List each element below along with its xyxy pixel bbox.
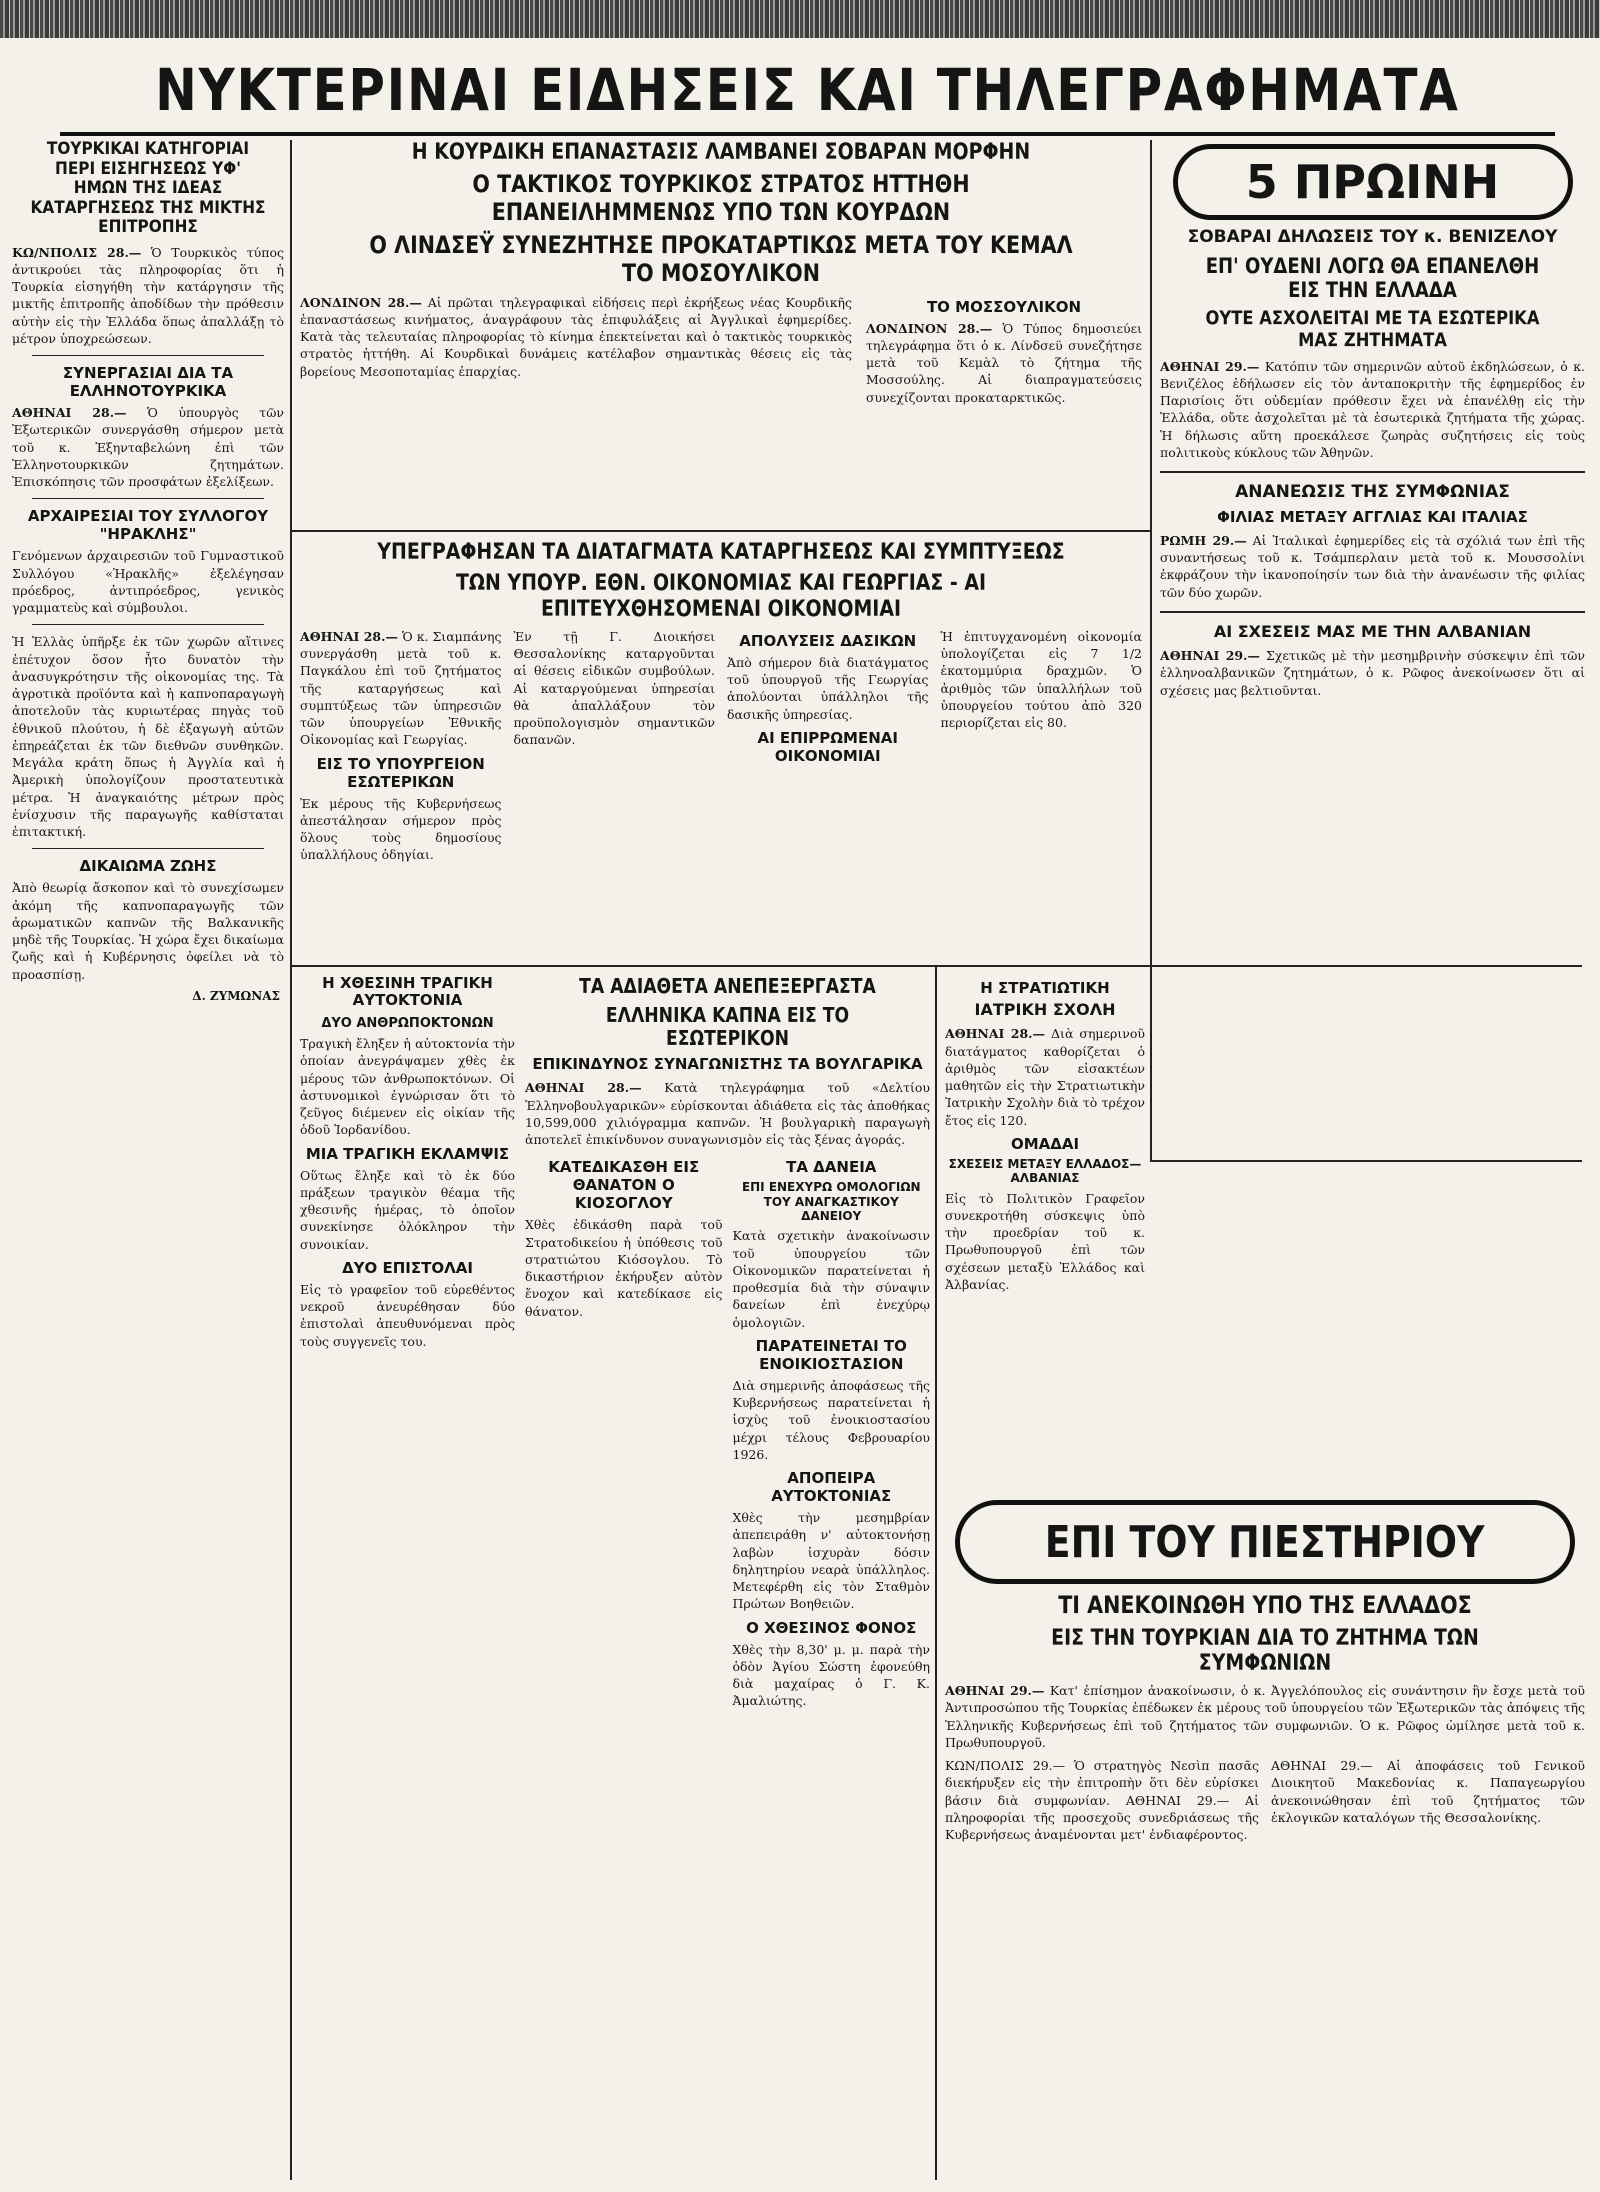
- edition-label: 5 ΠΡΩΙΝΗ: [1245, 155, 1500, 209]
- article-subheadline: ΕΠΙΚΙΝΔΥΝΟΣ ΣΥΝΑΓΩΝΙΣΤΗΣ ΤΑ ΒΟΥΛΓΑΡΙΚΑ: [532, 1055, 923, 1073]
- article-body: Ἀπὸ σήμερον διὰ διατάγματος τοῦ ὑπουργοῦ τῆς Γεωργίας ἀπολύονται ὑπάλληλοι τῆς δασικῆς ὑπηρεσίας.: [727, 654, 929, 722]
- article-body: Ἡ Ἑλλὰς ὑπῆρξε ἐκ τῶν χωρῶν αἵτινες ἐπέτυχον ὅσον ἦτο δυνατὸν τὴν ἀνασυγκρότησιν τῆς οἰκονομίας της. Τὰ ἀγροτικὰ προϊόντα καὶ ἡ καπνοπαραγωγὴ ἀποτελοῦν τὰς κυριωτέρας πηγὰς τοῦ ἐθνικοῦ πλούτου, ἡ δὲ ἐξαγωγὴ αὐτῶν ἐπηρεάζεται ἐκ τῶν διεθνῶν συνθηκῶν. Μεγάλα κράτη ὅπως ἡ Ἀγγλία καὶ ἡ Ἀμερικὴ ὑπολογίζουν προστατευτικὰ μέτρα. Ἡ ἀναγκαιότης μέτρων πρὸς ἐνίσχυσιν τῆς παραγωγῆς καθίσταται ἐπιτακτική.: [12, 634, 284, 840]
- section-headline: ΑΠΟΠΕΙΡΑ ΑΥΤΟΚΤΟΝΙΑΣ: [771, 1469, 892, 1506]
- article-body: Τραγικὴ ἔληξεν ἡ αὐτοκτονία τὴν ὁποίαν ἀνεγράψαμεν χθὲς ἐκ μέρους τῶν ἀνθρωποκτόνων. Οἱ ἀστυνομικοὶ ἐγνώρισαν ὅτι τὸ ζεῦγος διέμενεν εἰς οἰκίαν τῆς ὁδοῦ Ἰορδανίδου.: [300, 1036, 515, 1138]
- column-rule: [935, 967, 937, 2180]
- lead-kicker: Η ΚΟΥΡΔΙΚΗ ΕΠΑΝΑΣΤΑΣΙΣ ΛΑΜΒΑΝΕΙ ΣΟΒΑΡΑΝ ΜΟΡΦΗΝ: [411, 140, 1031, 165]
- article-body: ΑΘΗΝΑΙ 29.— Αἱ ἀποφάσεις τοῦ Γενικοῦ Διοικητοῦ Μακεδονίας κ. Παπαγεωργίου ἀνεκοινώθησαν ἐπὶ τοῦ ζητήματος τῶν ἐκλογικῶν καταλόγων τῆς Θεσσαλονίκης.: [1271, 1758, 1585, 1825]
- article-headline: ΤΟΥΡΚΙΚΑΙ ΚΑΤΗΓΟΡΙΑΙ ΠΕΡΙ ΕΙΣΗΓΗΣΕΩΣ ΥΦ' ΗΜΩΝ ΤΗΣ ΙΔΕΑΣ ΚΑΤΑΡΓΗΣΕΩΣ ΤΗΣ ΜΙΚΤΗΣ ΕΠΙΤΡΟΠΗΣ: [30, 140, 266, 238]
- divider: [1160, 611, 1585, 613]
- article-body: Αἱ Ἰταλικαὶ ἐφημερίδες εἰς τὰ σχόλιά των ἐπὶ τῆς συναντήσεως τοῦ κ. Τσάμπερλαιν μετὰ τοῦ κ. Μουσσολίνι ἐκφράζουν τὴν ἱκανοποίησίν των διὰ τὴν ἀνανέωσιν τῆς φιλίας τῶν δύο χωρῶν.: [1160, 532, 1585, 600]
- article-headline: ΤΑ ΑΔΙΑΘΕΤΑ ΑΝΕΠΕΞΕΡΓΑΣΤΑ: [579, 975, 876, 998]
- article-body: ΚΩΝ/ΠΟΛΙΣ 29.— Ὁ στρατηγὸς Νεσὶπ πασᾶς διεκήρυξεν εἰς τὴν ἐπιτροπὴν ὅτι δὲν εὑρίσκει βάσιν διὰ συμφωνίαν. ΑΘΗΝΑΙ 29.— Αἱ πληροφορίαι τῆς προσεχοῦς συνεδριάσεως τῆς Κυβερνήσεως ἀναμένονται μετ' ἐνδιαφέροντος.: [945, 1758, 1259, 1843]
- dateline: ΑΘΗΝΑΙ 28.—: [945, 1026, 1046, 1042]
- article-body: Χθὲς τὴν 8,30' μ. μ. παρὰ τὴν ὁδὸν Ἀγίου Σώστη ἐφονεύθη διὰ μαχαίρας ὁ Γ. Κ. Ἀμαλιώτης.: [732, 1641, 930, 1709]
- divider: [32, 498, 264, 499]
- medical-school-story: [945, 975, 1145, 1535]
- column-rule: [1150, 140, 1152, 1160]
- article-body: Ἡ ἐπιτυγχανομένη οἰκονομία ὑπολογίζεται εἰς 7 1/2 ἑκατομμύρια δραχμῶν. Ὁ ἀριθμὸς τῶν ὑπαλλήλων τοῦ ὑπουργείου τούτου ἀπὸ 320 περιορίζεται εἰς 80.: [940, 628, 1142, 731]
- article-headline: ΑΝΑΝΕΩΣΙΣ ΤΗΣ ΣΥΜΦΩΝΙΑΣ: [1235, 482, 1510, 503]
- article-subheadline: ΕΠ' ΟΥΔΕΝΙ ΛΟΓΩ ΘΑ ΕΠΑΝΕΛΘΗ ΕΙΣ ΤΗΝ ΕΛΛΑΔΑ: [1205, 253, 1540, 302]
- article-headline: ΑΡΧΑΙΡΕΣΙΑΙ ΤΟΥ ΣΥΛΛΟΓΟΥ "ΗΡΑΚΛΗΣ": [27, 507, 269, 544]
- divider: [32, 624, 264, 625]
- dateline: ΛΟΝΔΙΝΟΝ 28.—: [866, 320, 993, 336]
- article-body: Διὰ σημερινοῦ διατάγματος καθορίζεται ὁ ἀριθμὸς τῶν εἰσακτέων μαθητῶν εἰς τὴν Στρατιωτικὴν Ἰατρικὴν Σχολὴν διὰ τὸ τρέχον ἔτος εἰς 120.: [945, 1026, 1145, 1128]
- article-body: Αἱ πρῶται τηλεγραφικαὶ εἰδήσεις περὶ ἐκρήξεως νέας Κουρδικῆς ἐπαναστάσεως κινήματος, ἀναγράφουν τὰς ἐπιφυλάξεις αἱ Ἀγγλικαὶ ἐφημερίδες. Κατὰ τὰς τελευταίας πληροφορίας τὸ κίνημα ἐπεκτείνεται καὶ ὁ τακτικὸς τουρκικὸς στρατὸς ἡττήθη. Αἱ Κουρδικαὶ δυνάμεις κατέλαβον σημαντικὰς θέσεις εἰς τὰς βορείους Μεσοποταμίας ἐπαρχίας.: [300, 294, 853, 379]
- article-body: Ὁ ὑπουργὸς τῶν Ἐξωτερικῶν συνεργάσθη σήμερον μετὰ τοῦ κ. Ἐξηνταβελώνη ἐπὶ τῶν Ἑλληνοτουρκικῶν ζητημάτων. Ἐπισκόπησις τῶν προσφάτων ἐξελίξεων.: [12, 405, 284, 490]
- article-headline: ΔΙΚΑΙΩΜΑ ΖΩΗΣ: [79, 857, 217, 876]
- article-body: Χθὲς ἐδικάσθη παρὰ τοῦ Στρατοδικείου ἡ ὑπόθεσις τοῦ στρατιώτου Κιόσογλου. Τὸ δικαστήριον ἐκήρυξεν αὐτὸν ἔνοχον καὶ κατεδίκασε εἰς θάνατον.: [525, 1217, 723, 1319]
- article-body: Διὰ σημερινῆς ἀποφάσεως τῆς Κυβερνήσεως παρατείνεται ἡ ἰσχὺς τοῦ ἐνοικιοστασίου μέχρι τέλους Φεβρουαρίου 1926.: [732, 1377, 930, 1462]
- article-subheadline: ΕΛΛΗΝΙΚΑ ΚΑΠΝΑ ΕΙΣ ΤΟ ΕΣΩΤΕΡΙΚΟΝ: [605, 1003, 850, 1050]
- article-body: Κατὰ τηλεγράφημα τοῦ «Δελτίου Ἐλληνοβουλγαρικῶν» εὑρίσκονται ἀδιάθετα εἰς τὰς ἀποθήκας 10,599,000 χιλιόγραμμα καπνῶν. Ἡ βουλγαρικὴ παραγωγὴ ἀποτελεῖ ἐπικίνδυνον συναγωνισμὸν εἰς τὰς ξένας ἀγοράς.: [525, 1080, 930, 1147]
- dateline: ΑΘΗΝΑΙ 28.—: [300, 628, 398, 644]
- section-subheadline: ΣΧΕΣΕΙΣ ΜΕΤΑΞΥ ΕΛΛΑΔΟΣ—ΑΛΒΑΝΙΑΣ: [948, 1156, 1142, 1186]
- article-body: Σχετικῶς μὲ τὴν μεσημβρινὴν σύσκεψιν ἐπὶ τῶν ἑλληνοαλβανικῶν ζητημάτων, ὁ κ. Ρῶφος ἀνεκοίνωσεν ὅτι αἱ σχέσεις μας βελτιοῦνται.: [1160, 648, 1585, 698]
- article-body: Κατ' ἐπίσημον ἀνακοίνωσιν, ὁ κ. Ἀγγελόπουλος εἰς συνάντησιν ἣν ἔσχε μετὰ τοῦ Ἀντιπροσώπου τῆς Τουρκίας ἐπέδωκεν ἐκ μέρους τοῦ ὑπουργείου τῶν Ἐξωτερικῶν τὰς ἀπόψεις τῆς Ἑλληνικῆς Κυβερνήσεως ἐπὶ τοῦ ζητήματος τῶν συμφωνιῶν. Ὁ κ. Ρῶφος ὡμίλησε μετὰ τοῦ κ. Πρωθυπουργοῦ.: [945, 1683, 1585, 1750]
- article-headline: ΤΟ ΜΟΣΣΟΥΛΙΚΟΝ: [926, 297, 1082, 316]
- banner-title: ΝΥΚΤΕΡΙΝΑΙ ΕΙΔΗΣΕΙΣ ΚΑΙ ΤΗΛΕΓΡΑΦΗΜΑΤΑ: [155, 56, 1460, 124]
- article-body: Ὁ Τουρκικὸς τύπος ἀντικρούει τὰς πληροφορίας ὅτι ἡ Τουρκία εἰσηγήθη τὴν κατάργησιν τῆς μικτῆς ἐπιτροπῆς ἀποδίδων τὴν πρόθεσιν αὐτὴν εἰς τὴν Ἑλλάδα ὅπως ἀπαλλάξῃ τὸ μέτρον ὑποχρεώσεων.: [12, 244, 284, 346]
- article-subheadline: ΟΥΤΕ ΑΣΧΟΛΕΙΤΑΙ ΜΕ ΤΑ ΕΣΩΤΕΡΙΚΑ ΜΑΣ ΖΗΤΗΜΑΤΑ: [1205, 306, 1540, 351]
- article-body: Ἐν τῇ Γ. Διοικήσει Θεσσαλονίκης καταργοῦνται αἱ θέσεις εἰδικῶν συμβούλων. Αἱ καταργούμεναι ὑπηρεσίαι θὰ ἀπαλλάξουν τὸν προϋπολογισμὸν σημαντικῶν δαπανῶν.: [513, 628, 715, 748]
- article-body: Γενόμενων ἀρχαιρεσιῶν τοῦ Γυμναστικοῦ Συλλόγου «Ἡρακλῆς» ἐξελέγησαν πρόεδρος, ἀντιπρόεδρος, γενικὸς γραμματεὺς καὶ σύμβουλοι.: [12, 548, 284, 616]
- dateline: ΛΟΝΔΙΝΟΝ 28.—: [300, 294, 422, 310]
- press-story: [945, 1500, 1585, 2180]
- dateline: ΑΘΗΝΑΙ 29.—: [1160, 358, 1260, 374]
- top-border-strip: [0, 0, 1600, 38]
- article-headline: ΤΙ ΑΝΕΚΟΙΝΩΘΗ ΥΠΟ ΤΗΣ ΕΛΛΑΔΟΣ: [1058, 1591, 1472, 1619]
- section-rule: [292, 530, 1150, 532]
- divider: [32, 848, 264, 849]
- article-body: Ὁ Τύπος δημοσιεύει τηλεγράφημα ὅτι ὁ κ. Λίνδσεϋ συνεζήτησε μετὰ τοῦ Κεμὰλ τὸ ζήτημα τῆς Μοσσούλης. Αἱ διαπραγματεύσεις συνεχίζονται προκαταρκτικῶς.: [866, 320, 1142, 405]
- article-body: Εἰς τὸ Πολιτικὸν Γραφεῖον συνεκροτήθη σύσκεψις ὑπὸ τὴν προεδρίαν τοῦ κ. Πρωθυπουργοῦ ἐπὶ τῶν σχέσεων μεταξὺ Ἑλλάδος καὶ Ἀλβανίας.: [945, 1190, 1145, 1292]
- article-headline: Η ΣΤΡΑΤΙΩΤΙΚΗ: [980, 979, 1110, 997]
- dateline: ΑΘΗΝΑΙ 29.—: [945, 1683, 1045, 1699]
- article-headline: ΣΟΒΑΡΑΙ ΔΗΛΩΣΕΙΣ ΤΟΥ κ. ΒΕΝΙΖΕΛΟΥ: [1187, 227, 1558, 247]
- article-headline: ΑΙ ΣΧΕΣΕΙΣ ΜΑΣ ΜΕ ΤΗΝ ΑΛΒΑΝΙΑΝ: [1213, 621, 1532, 641]
- section-headline: ΔΥΟ ΕΠΙΣΤΟΛΑΙ: [342, 1258, 473, 1277]
- decrees-story: [300, 540, 1142, 960]
- article-body: Ἀπὸ θεωρίᾳ ἄσκοπον καὶ τὸ συνεχίσωμεν ἀκόμη τῆς καπνοπαραγωγῆς τῶν ἀρωματικῶν καπνῶν τῆς Βαλκανικῆς μηδὲ τῆς Τουρκίας. Ἡ χώρα ἔχει δικαίωμα ζωῆς καὶ ἡ Κυβέρνησις ὀφείλει νὰ τὸ προασπίσῃ.: [12, 880, 284, 982]
- masthead-banner: [60, 48, 1555, 136]
- left-column: [12, 140, 284, 2180]
- section-headline: ΟΜΑΔΑΙ: [1010, 1134, 1080, 1153]
- section-headline: ΜΙΑ ΤΡΑΓΙΚΗ ΕΚΛΑΜΨΙΣ: [305, 1144, 510, 1163]
- lead-subheadline: Ο ΛΙΝΔΣΕΫ ΣΥΝΕΖΗΤΗΣΕ ΠΡΟΚΑΤΑΡΤΙΚΩΣ ΜΕΤΑ ΤΟΥ ΚΕΜΑΛ ΤΟ ΜΟΣΟΥΛΙΚΟΝ: [369, 231, 1073, 288]
- lead-story: [300, 140, 1142, 525]
- section-headline: ΑΙ ΕΠΙΡΡΩΜΕΝΑΙ ΟΙΚΟΝΟΜΙΑΙ: [757, 728, 898, 765]
- dateline: ΑΘΗΝΑΙ 28.—: [525, 1080, 642, 1096]
- right-column: [1160, 140, 1585, 1155]
- article-body: Κατὰ σχετικὴν ἀνακοίνωσιν τοῦ ὑπουργείου τῶν Οἰκονομικῶν παρατείνεται ἡ προθεσμία διὰ τὴν σύναψιν δανείων ἐπὶ ἐνεχύρῳ ὁμολογιῶν.: [732, 1228, 930, 1330]
- section-headline: ΚΑΤΕΔΙΚΑΣΘΗ ΕΙΣ ΘΑΝΑΤΟΝ Ο ΚΙΟΣΟΓΛΟΥ: [548, 1158, 700, 1213]
- article-subheadline: ΕΙΣ ΤΗΝ ΤΟΥΡΚΙΑΝ ΔΙΑ ΤΟ ΖΗΤΗΜΑ ΤΩΝ ΣΥΜΦΩΝΙΩΝ: [1051, 1625, 1479, 1676]
- press-label: ΕΠΙ ΤΟΥ ΠΙΕΣΤΗΡΙΟΥ: [1045, 1516, 1485, 1568]
- divider: [1160, 471, 1585, 473]
- article-subheadline: ΙΑΤΡΙΚΗ ΣΧΟΛΗ: [974, 1000, 1116, 1019]
- article-subheadline: ΔΥΟ ΑΝΘΡΩΠΟΚΤΟΝΩΝ: [321, 1015, 494, 1031]
- section-subheadline: ΕΠΙ ΕΝΕΧΥΡΩ ΟΜΟΛΟΓΙΩΝ ΤΟΥ ΑΝΑΓΚΑΣΤΙΚΟΥ ΔΑΝΕΙΟΥ: [741, 1180, 921, 1224]
- author-signature: Δ. ΖΥΜΩΝΑΣ: [192, 988, 280, 1003]
- article-body: Ἐκ μέρους τῆς Κυβερνήσεως ἀπεστάλησαν σήμερον πρὸς ὅλους τοὺς δημοσίους ὑπαλλήλους ὁδηγίαι.: [300, 795, 502, 863]
- article-body: Χθὲς τὴν μεσημβρίαν ἀπεπειράθη ν' αὐτοκτονήσῃ λαβὼν ἰσχυρὰν δόσιν δηλητηρίου νεαρὰ ὑπάλληλος. Μετεφέρθη εἰς τὸν Σταθμὸν Πρώτων Βοηθειῶν.: [732, 1510, 930, 1612]
- dateline: ΚΩ/ΝΠΟΛΙΣ 28.—: [12, 244, 142, 260]
- article-headline: ΣΥΝΕΡΓΑΣΙΑΙ ΔΙΑ ΤΑ ΕΛΛΗΝΟΤΟΥΡΚΙΚΑ: [62, 364, 234, 401]
- divider: [32, 355, 264, 356]
- section-headline: ΤΑ ΔΑΝΕΙΑ: [786, 1158, 877, 1177]
- article-body: Κατόπιν τῶν σημερινῶν αὐτοῦ ἐκδηλώσεων, ὁ κ. Βενιζέλος ἐδήλωσεν εἰς τὸν ἀνταποκριτὴν τῆς ἐφημερίδος ἐν Παρισίοις ὅτι οὐδεμίαν πρόθεσιν ἔχει νὰ ἐπανέλθῃ εἰς τὴν Ἑλλάδα, οὔτε ἀσχολεῖται μὲ τὰ ἐσωτερικὰ ζητήματα τῆς χώρας. Ἡ δήλωσις αὕτη προεκάλεσε ζωηρὰς συζητήσεις εἰς τοὺς πολιτικοὺς κύκλους τῶν Ἀθηνῶν.: [1160, 358, 1585, 460]
- article-headline: Η ΧΘΕΣΙΝΗ ΤΡΑΓΙΚΗ ΑΥΤΟΚΤΟΝΙΑ: [322, 975, 493, 1010]
- article-headline: ΥΠΕΓΡΑΦΗΣΑΝ ΤΑ ΔΙΑΤΑΓΜΑΤΑ ΚΑΤΑΡΓΗΣΕΩΣ ΚΑΙ ΣΥΜΠΤΥΞΕΩΣ: [377, 540, 1065, 565]
- article-body: Εἰς τὸ γραφεῖον τοῦ εὑρεθέντος νεκροῦ ἀνευρέθησαν δύο ἐπιστολαὶ ἀπευθυνόμεναι πρὸς τοὺς συγγενεῖς του.: [300, 1281, 515, 1349]
- lead-headline: Ο ΤΑΚΤΙΚΟΣ ΤΟΥΡΚΙΚΟΣ ΣΤΡΑΤΟΣ ΗΤΤΗΘΗ ΕΠΑΝΕΙΛΗΜΜΕΝΩΣ ΥΠΟ ΤΩΝ ΚΟΥΡΔΩΝ: [472, 170, 970, 226]
- article-subheadline: ΦΙΛΙΑΣ ΜΕΤΑΞΥ ΑΓΓΛΙΑΣ ΚΑΙ ΙΤΑΛΙΑΣ: [1217, 507, 1528, 526]
- section-headline: Ο ΧΘΕΣΙΝΟΣ ΦΟΝΟΣ: [746, 1618, 917, 1637]
- press-pill: [955, 1500, 1575, 1584]
- section-headline: ΕΙΣ ΤΟ ΥΠΟΥΡΓΕΙΟΝ ΕΣΩΤΕΡΙΚΩΝ: [316, 754, 485, 791]
- section-headline: ΑΠΟΛΥΣΕΙΣ ΔΑΣΙΚΩΝ: [739, 631, 917, 650]
- suicide-story: [300, 975, 515, 2175]
- edition-pill: [1173, 144, 1573, 220]
- article-body: Ὁ κ. Σιαμπάνης συνεργάσθη μετὰ τοῦ κ. Παγκάλου ἐπὶ τοῦ ζητήματος τῆς καταργήσεως καὶ συμπτύξεως τῶν ὑπηρεσιῶν τῶν ὑπουργείων Ἐθνικῆς Οἰκονομίας καὶ Γεωργίας.: [300, 628, 502, 748]
- article-body: Οὕτως ἔληξε καὶ τὸ ἐκ δύο πράξεων τραγικὸν θέαμα τῆς χθεσινῆς ἡμέρας, τὸ ὁποῖον συνεκίνησε ὁλόκληρον τὴν συνοικίαν.: [300, 1167, 515, 1252]
- dateline: ΡΩΜΗ 29.—: [1160, 532, 1247, 548]
- dateline: ΑΘΗΝΑΙ 28.—: [12, 405, 127, 421]
- column-rule: [290, 140, 292, 2180]
- tobacco-story: [525, 975, 930, 2175]
- section-headline: ΠΑΡΑΤΕΙΝΕΤΑΙ ΤΟ ΕΝΟΙΚΙΟΣΤΑΣΙΟΝ: [755, 1336, 907, 1373]
- article-subheadline: ΤΩΝ ΥΠΟΥΡ. ΕΘΝ. ΟΙΚΟΝΟΜΙΑΣ ΚΑΙ ΓΕΩΡΓΙΑΣ - ΑΙ ΕΠΙΤΕΥΧΘΗΣΟΜΕΝΑΙ ΟΙΚΟΝΟΜΙΑΙ: [455, 571, 987, 622]
- section-rule: [1150, 1160, 1582, 1162]
- dateline: ΑΘΗΝΑΙ 29.—: [1160, 648, 1260, 664]
